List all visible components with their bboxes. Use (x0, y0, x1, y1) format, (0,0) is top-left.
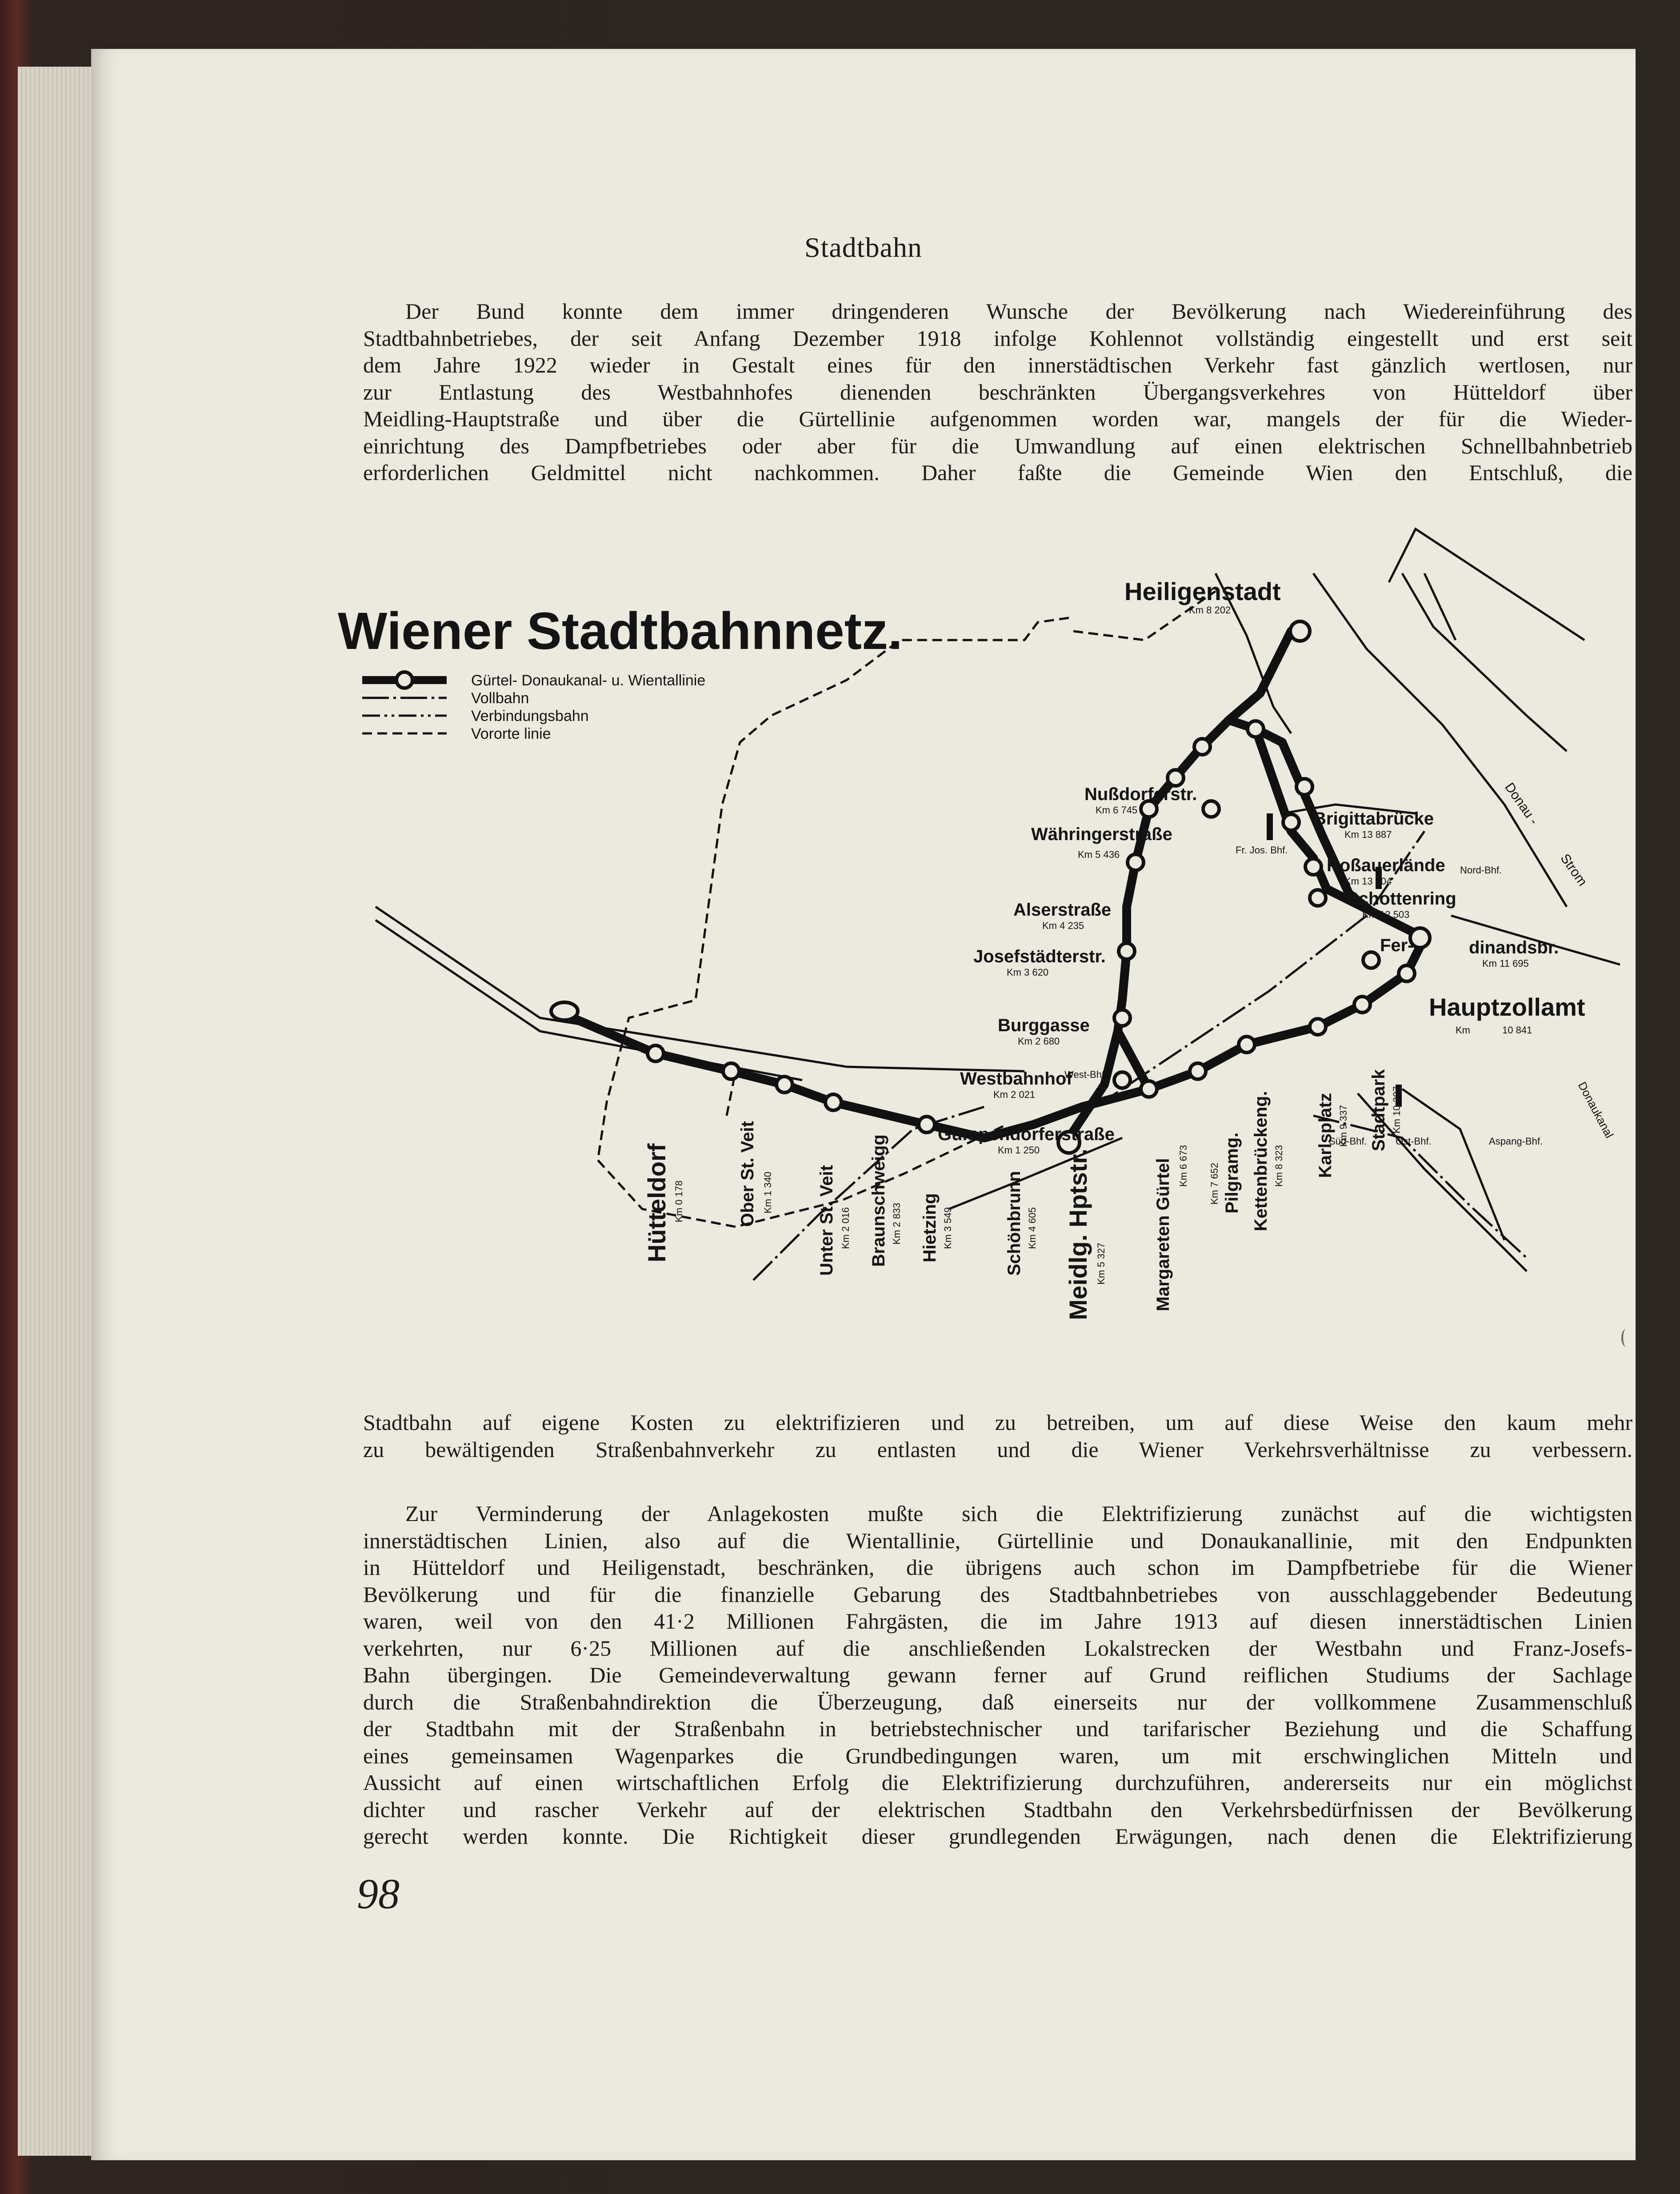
station-label: Hietzing (920, 1193, 940, 1262)
station-km: Km (1456, 1025, 1470, 1036)
station-km: Km 4 235 (1042, 920, 1084, 931)
map-title: Wiener Stadtbahnnetz. (338, 602, 903, 661)
nordbahn-line (1424, 573, 1456, 640)
station-label: Westbahnhof (960, 1069, 1072, 1089)
station-label: Fr. Jos. Bhf. (1236, 845, 1288, 856)
station-marker (1283, 814, 1299, 830)
page-edges (18, 67, 96, 2156)
station-label: Aspang-Bhf. (1489, 1136, 1543, 1147)
station-label: Hauptzollamt (1429, 993, 1585, 1021)
page-heading: Stadtbahn (804, 232, 922, 263)
text-line: einrichtung des Dampfbetriebes oder aber für die Umwandlung auf einen elektrischen Schnellbahnbetrieb (363, 433, 1632, 458)
station-label: Fer- (1380, 936, 1414, 955)
station-label: Kettenbrückeng. (1251, 1091, 1271, 1231)
text-line: Der Bund konnte dem immer dringenderen Wunsche der Bevölkerung nach Wiedereinführung des (405, 299, 1632, 324)
station-label: Ost-Bhf. (1396, 1136, 1432, 1147)
text-line: Aussicht auf einen wirtschaftlichen Erfolg die Elektrifizierung durchzuführen, andererseits nur ein möglichst (363, 1770, 1632, 1795)
station-label: Hütteldorf (643, 1143, 671, 1262)
station-label: Roßauerlände (1327, 856, 1445, 875)
station-label: Schönbrunn (1004, 1171, 1024, 1276)
text-line: in Hütteldorf und Heiligenstadt, beschränken, die übrigens auch schon im Dampfbetriebe für die Wiener (363, 1555, 1632, 1580)
station-km: Km 4 605 (1027, 1207, 1038, 1249)
station-km: Km 13 204 (1344, 876, 1392, 887)
station-marker (1305, 859, 1321, 875)
station-label: Unter St. Veit (817, 1165, 836, 1276)
station-label: Burggasse (998, 1016, 1090, 1035)
page-number: 98 (357, 1870, 400, 1918)
station-marker (1114, 1072, 1130, 1088)
legend-station-icon (396, 672, 412, 688)
station-km: Km 0 178 (673, 1180, 684, 1222)
station-label: Nußdorferstr. (1084, 785, 1197, 804)
station-label: Alserstraße (1013, 900, 1112, 920)
text-line: gerecht werden konnte. Die Richtigkeit dieser grundlegenden Erwägungen, nach denen die Elektrifizierung (363, 1824, 1632, 1849)
station-marker (1354, 997, 1370, 1013)
station-label: Nord-Bhf. (1460, 865, 1502, 876)
station-km: Km 5 436 (1078, 849, 1120, 860)
station-label: Margareten Gürtel (1153, 1158, 1173, 1311)
station-label: Karlsplatz (1316, 1093, 1335, 1178)
map-legend (362, 672, 705, 742)
paragraph-2 (363, 1409, 1632, 1463)
text-line: eines gemeinsamen Wagenparkes die Grundbedingungen waren, um mit erschwinglichen Mitteln und (363, 1743, 1632, 1768)
station-marker (1310, 1019, 1326, 1035)
station-km: Km 13 887 (1344, 829, 1392, 840)
station-marker (825, 1094, 841, 1110)
station-marker (1168, 770, 1184, 786)
station-km: Km 8 323 (1273, 1145, 1284, 1187)
text-line: Stadtbahnbetriebes, der seit Anfang Dezember 1918 infolge Kohlennot vollständig eingestellt und erst seit (363, 325, 1632, 351)
station-km: 10 841 (1502, 1025, 1532, 1036)
station-label: Pilgramg. (1222, 1132, 1242, 1213)
station-marker (1119, 943, 1135, 959)
text-line: Stadtbahn auf eigene Kosten zu elektrifizieren und zu betreiben, um auf diese Weise den kaum mehr (363, 1410, 1632, 1435)
station-km: Km 3 549 (942, 1207, 953, 1249)
station-marker (723, 1063, 739, 1079)
river-bank (1389, 529, 1584, 640)
station-km: Km 1 340 (762, 1171, 773, 1213)
station-label: Braunschweigg (869, 1134, 888, 1267)
station-marker (776, 1077, 792, 1093)
river-label: Donau - (1502, 780, 1541, 828)
station-label: Brigittabrücke (1313, 809, 1434, 829)
text-line: der Stadtbahn mit der Straßenbahn in betriebstechnischer und tarifarischer Beziehung und die Schaffung (363, 1716, 1632, 1741)
station-marker (1399, 965, 1415, 981)
text-line: dem Jahre 1922 wieder in Gestalt eines für den innerstädtischen Verkehr fast gänzlich wertlosen, nur (363, 352, 1632, 377)
book-page (91, 49, 1636, 2160)
legend-label: Gürtel- Donaukanal- u. Wientallinie (471, 672, 706, 689)
station-marker (1114, 1010, 1130, 1026)
station-km: Km 6 745 (1096, 805, 1138, 816)
station-km: Km 5 327 (1096, 1242, 1107, 1285)
station-marker (1194, 739, 1210, 755)
station-km: Km 1 250 (998, 1145, 1040, 1156)
canal-label: Donaukanal (1575, 1079, 1616, 1141)
station-label: Gumpendorferstraße (938, 1125, 1115, 1144)
station-marker (1310, 890, 1326, 906)
text-line: Bahn übergingen. Die Gemeindeverwaltung gewann ferner auf Grund reiflichen Studiums der Sachlage (363, 1662, 1632, 1687)
station-marker (1363, 952, 1379, 968)
station-bar (1267, 813, 1273, 840)
river-label: Strom (1557, 851, 1590, 889)
station-km: Km 12 503 (1362, 909, 1410, 920)
legend-label: Vororte linie (471, 725, 551, 742)
text-line: Bevölkerung und für die finanzielle Gebarung des Stadtbahnbetriebes von ausschlaggebender Bedeutung (363, 1581, 1632, 1607)
station-km: Km 11 695 (1482, 958, 1529, 969)
nordbahn-line (1402, 573, 1567, 751)
text-line: verkehrten, nur 6·25 Millionen auf die anschließenden Lokalstrecken der Westbahn und Franz-Josefs- (363, 1635, 1632, 1661)
aspangbahn-line (1402, 1089, 1504, 1240)
text-line: zu bewältigenden Straßenbahnverkehr zu entlasten und die Wiener Verkehrsverhältnisse zu verbessern. (363, 1437, 1632, 1462)
station-marker (1141, 1081, 1157, 1097)
station-km: Km 2 833 (891, 1202, 902, 1245)
text-line: innerstädtischen Linien, also auf die Wientallinie, Gürtellinie und Donaukanallinie, mit den Endpunkten (363, 1528, 1632, 1553)
text-line: zur Entlastung des Westbahnhofes dienenden beschränkten Übergangsverkehres von Hütteldorf über (363, 379, 1632, 404)
station-km: Km 8 202 (1189, 605, 1231, 616)
station-marker (1296, 779, 1312, 795)
legend-label: Verbindungsbahn (471, 708, 589, 725)
station-marker (648, 1045, 664, 1061)
station-km: Km 2 016 (840, 1207, 851, 1249)
paragraph-3 (363, 1500, 1632, 1850)
text-line: waren, weil von den 41·2 Millionen Fahrgästen, die im Jahre 1913 auf diesen innerstädtischen Linien (363, 1609, 1632, 1633)
text-line: dichter und rascher Verkehr auf der elektrischen Stadtbahn den Verkehrsbedürfnissen der Bevölkerung (363, 1797, 1632, 1822)
stadtbahn-map (91, 49, 1636, 1382)
station-marker (551, 1002, 578, 1020)
station-label: Schottenring (1347, 889, 1456, 909)
station-marker (1239, 1037, 1255, 1053)
station-km: Km 2 021 (993, 1089, 1036, 1100)
guertel-line (1229, 631, 1291, 720)
station-km: Km 9 337 (1338, 1105, 1349, 1147)
station-label: Josefstädterstr. (973, 947, 1106, 966)
westbahn-line (376, 907, 1024, 1071)
station-marker (919, 1117, 935, 1133)
station-km: Km 10 227 (1391, 1086, 1402, 1133)
station-label: West-Bhf. (1064, 1069, 1108, 1080)
station-marker (1128, 854, 1144, 870)
station-label: Heiligenstadt (1124, 577, 1281, 605)
station-label: Währingerstraße (1031, 825, 1172, 844)
station-label: Süd-Bhf. (1329, 1136, 1367, 1147)
text-line: Zur Verminderung der Anlagekosten mußte sich die Elektrifizierung zunächst auf die wichtigsten (405, 1501, 1632, 1526)
text-line: erforderlichen Geldmittel nicht nachkommen. Daher faßte die Gemeinde Wien den Entschluß, die (363, 460, 1632, 485)
station-label: Ober St. Veit (738, 1121, 757, 1227)
legend-label: Vollbahn (471, 690, 529, 707)
station-label: Stadtpark (1369, 1069, 1388, 1151)
station-km: Km 7 652 (1209, 1162, 1220, 1205)
station-km: Km 3 620 (1007, 967, 1049, 978)
text-line: durch die Straßenbahndirektion die Überzeugung, daß einerseits nur der vollkommene Zusammenschluß (363, 1689, 1632, 1714)
westbahn-line (376, 920, 802, 1080)
station-marker (1203, 801, 1219, 817)
station-marker (1290, 621, 1310, 641)
station-label: Meidlg. Hptstr. (1064, 1149, 1092, 1320)
station-marker (1190, 1063, 1206, 1079)
text-line: Meidling-Hauptstraße und über die Gürtellinie aufgenommen worden war, mangels der für die Wieder- (363, 406, 1632, 431)
station-label: dinandsbr. (1469, 938, 1559, 957)
station-km: Km 2 680 (1018, 1036, 1060, 1047)
station-marker (1248, 721, 1264, 737)
station-km: Km 6 673 (1178, 1145, 1189, 1187)
